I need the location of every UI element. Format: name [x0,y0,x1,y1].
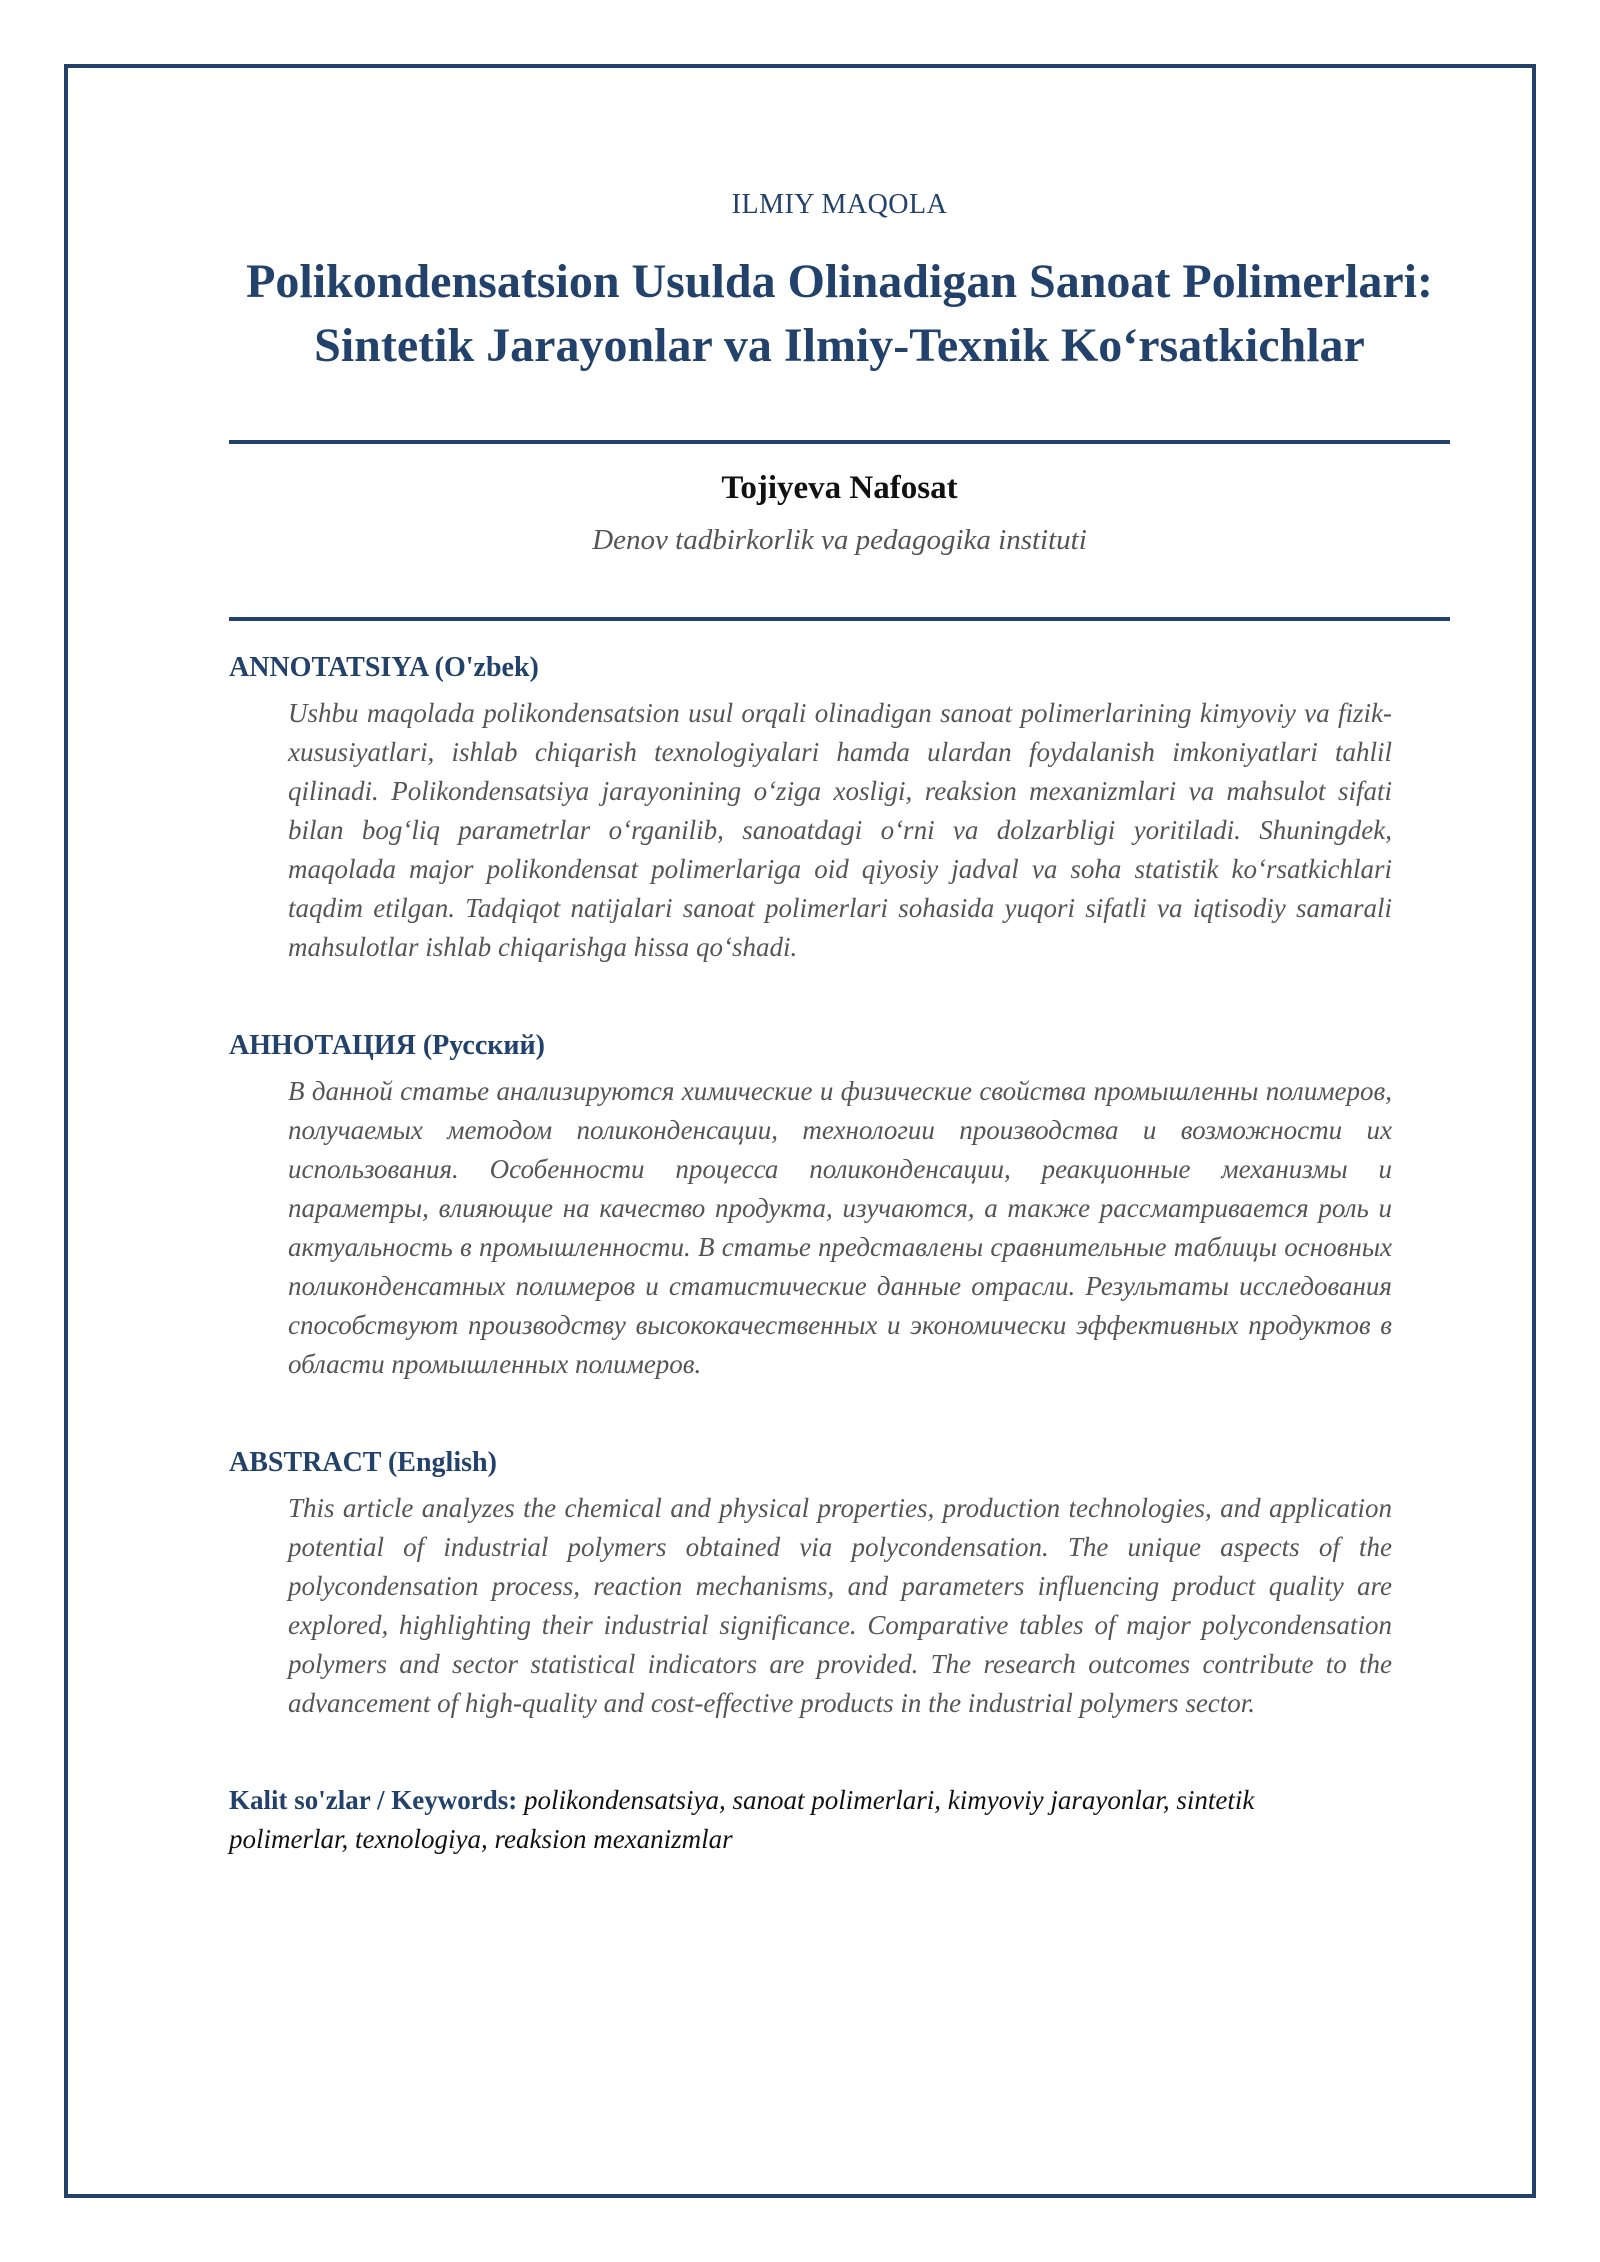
abstract-en-heading: ABSTRACT (English) [229,1447,497,1478]
keywords [229,1781,1379,1859]
author-name: Tojiyeva Nafosat [721,470,958,506]
abstract-ru-text: В данной статье анализируются химические и физические свойства промышленны полимеров, получаемых методом поликонденсации, технологии производства и возможности их использования. Особенности процесса поликонденсации, реакционные механизмы и параметры, влияющие на качество продукта, изучаются, а также рассматривается роль и актуальность в промышленности. В статье представлены сравнительные таблицы основных поликонденсатных полимеров и статистические данные отрасли. Результаты исследования способствуют производству высококачественных и экономически эффективных продуктов в области промышленных полимеров. [288,1076,1392,1379]
article-type-label: ILMIY MAQOLA [731,189,948,220]
author-affiliation: Denov tadbirkorlik va pedagogika instituti [592,524,1087,556]
abstract-uz-text: Ushbu maqolada polikondensatsion usul orqali olinadigan sanoat polimerlarining kimyoviy va fizik-xususiyatlari, ishlab chiqarish texnologiyalari hamda ulardan foydalanish imkoniyatlari tahlil qilinadi. Polikondensatsiya jarayonining o‘ziga xosligi, reaksion mexanizmlari va mahsulot sifati bilan bog‘liq parametrlar o‘rganilib, sanoatdagi o‘rni va dolzarbligi yoritiladi. Shuningdek, maqolada major polikondensat polimerlariga oid qiyosiy jadval va soha statistik ko‘rsatkichlari taqdim etilgan. Tadqiqot natijalari sanoat polimerlari sohasida yuqori sifatli va iqtisodiy samarali mahsulotlar ishlab chiqarishga hissa qo‘shadi. [288,698,1392,962]
title-line-1: Polikondensatsion Usulda Olinadigan Sanoat Polimerlari: [246,255,1433,308]
keywords-text: polikondensatsiya, sanoat polimerlari, kimyoviy jarayonlar, sintetik polimerlar, texnologiya, reaksion mexanizmlar [229,1785,1255,1854]
title-divider [229,440,1450,444]
title-line-2: Sintetik Jarayonlar va Ilmiy-Texnik Ko‘rsatkichlar [314,319,1365,372]
keywords-label: Kalit so'zlar / Keywords: [229,1785,518,1815]
abstract-uz-heading: ANNOTATSIYA (O'zbek) [229,652,539,683]
article-title [229,250,1450,378]
abstract-en-text: This article analyzes the chemical and physical properties, production technologies, and application potential of industrial polymers obtained via polycondensation. The unique aspects of the polycondensation process, reaction mechanisms, and parameters influencing product quality are explored, highlighting their industrial significance. Comparative tables of major polycondensation polymers and sector statistical indicators are provided. The research outcomes contribute to the advancement of high-quality and cost-effective products in the industrial polymers sector. [288,1493,1392,1718]
author-divider [229,617,1450,621]
abstract-ru-heading: АННОТАЦИЯ (Русский) [229,1030,545,1061]
